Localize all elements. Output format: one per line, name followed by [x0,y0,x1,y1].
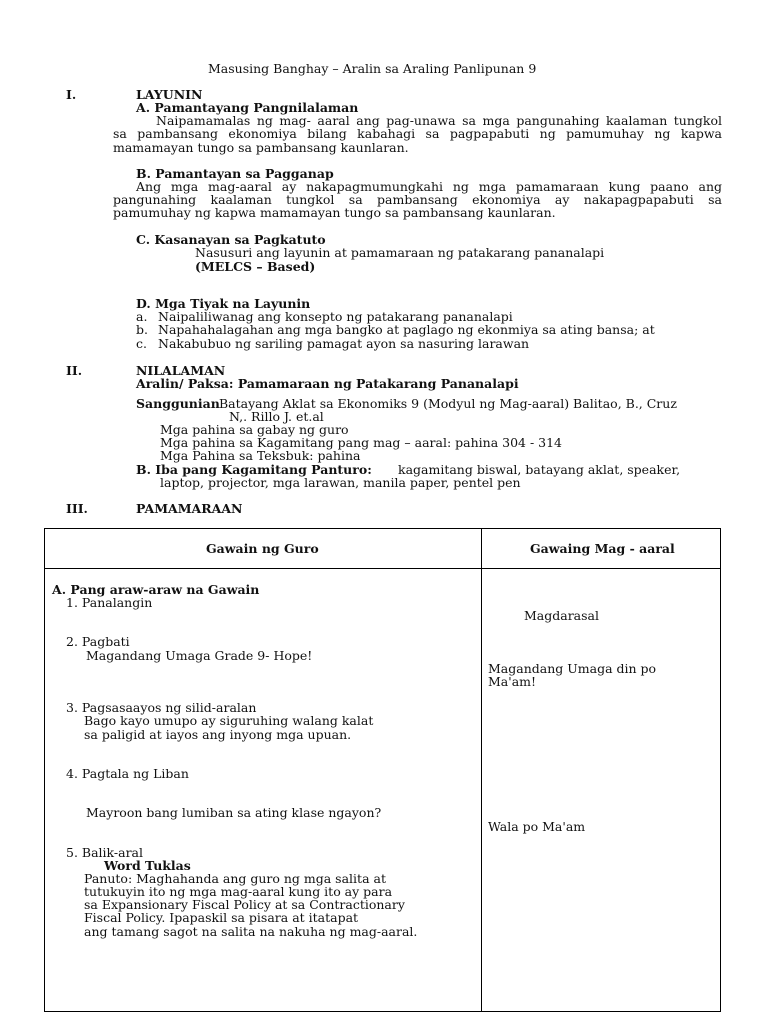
reference-line: Mga Pahina sa Teksbuk: pahina [160,448,361,463]
sanggunian-text: Batayang Aklat sa Ekonomiks 9 (Modyul ng Mag-aaral) Balitao, B., Cruz [219,396,677,411]
table-header-divider [44,568,721,569]
materials-text: laptop, projector, mga larawan, manila paper, pentel pen [160,475,521,490]
competency-text: Nasusuri ang layunin at pamamaraan ng patakarang pananalapi [195,245,605,260]
materials-text: kagamitang biswal, batayang aklat, speaker, [398,462,681,477]
student-response: Magdarasal [524,608,599,623]
objective-marker: a. [136,309,148,324]
activity-text: Magandang Umaga Grade 9- Hope! [86,648,313,663]
table-section-a: A. Pang araw-araw na Gawain [52,582,260,597]
section-heading-layunin: LAYUNIN [136,87,203,102]
activity-item: 4. Pagtala ng Liban [66,766,189,781]
subheading-pamantayang-pangnilalaman: A. Pamantayang Pangnilalaman [136,100,359,115]
activity-text: Mayroon bang lumiban sa ating klase ngayon? [86,805,382,820]
header-gawaing-mag-aaral: Gawaing Mag - aaral [530,541,675,556]
activity-item: 2. Pagbati [66,634,130,649]
sanggunian-label: Sanggunian [136,396,220,411]
activity-item: 5. Balik-aral [66,845,143,860]
section-heading-pamamaraan: PAMAMARAAN [136,501,243,516]
header-gawain-ng-guro: Gawain ng Guro [206,541,319,556]
section-number-2: II. [66,363,83,378]
paragraph-line: Naipamamalas ng mag- aaral ang pag-unawa sa mga pangunahing kaalaman tungkol [156,113,722,128]
activity-text: sa paligid at iayos ang inyong mga upuan. [84,727,352,742]
subheading-pamantayan-sa-pagganap: B. Pamantayan sa Pagganap [136,166,334,181]
student-response: Magandang Umaga din po [488,661,657,676]
activity-text: ang tamang sagot na salita na nakuha ng mag-aaral. [84,924,418,939]
paragraph-line: pamumuhay ng kapwa mamamayan tungo sa pambansang kaunlaran. [113,205,556,220]
subheading-kasanayan-sa-pagkatuto: C. Kasanayan sa Pagkatuto [136,232,326,247]
section-heading-nilalaman: NILALAMAN [136,363,226,378]
paragraph-line: Ang mga mag-aaral ay nakapagmumungkahi ng mga pamamaraan kung paano ang [136,179,722,194]
activity-item: 1. Panalangin [66,595,153,610]
section-number-3: III. [66,501,88,516]
activity-text: Bago kayo umupo ay siguruhing walang kalat [84,713,374,728]
activity-text: tutukuyin ito ng mga mag-aaral kung ito ay para [84,884,393,899]
paragraph-line: pangunahing kaalaman tungkol sa pambansang ekonomiya ay nakapagpapabuti sa [113,192,722,207]
table-column-divider [481,528,482,1012]
activity-text: sa Expansionary Fiscal Policy at sa Contractionary [84,897,405,912]
aralin-paksa: Aralin/ Paksa: Pamamaraan ng Patakarang Pananalapi [136,376,519,391]
objective-marker: c. [136,336,147,351]
objective-text: Napahahalagahan ang mga bangko at paglago ng ekonmiya sa ating bansa; at [158,322,655,337]
activity-text: Panuto: Maghahanda ang guro ng mga salita at [84,871,386,886]
sanggunian-text: N,. Rillo J. et.al [229,409,324,424]
reference-line: Mga pahina sa gabay ng guro [160,422,349,437]
subheading-mga-tiyak-na-layunin: D. Mga Tiyak na Layunin [136,296,311,311]
iba-pang-kagamitan-label: B. Iba pang Kagamitang Panturo: [136,462,372,477]
student-response: Ma'am! [488,674,537,689]
student-response: Wala po Ma'am [488,819,586,834]
objective-marker: b. [136,322,148,337]
page-title: Masusing Banghay – Aralin sa Araling Panlipunan 9 [208,61,537,76]
melcs-label: (MELCS – Based) [195,259,316,274]
activity-item: 3. Pagsasaayos ng silid-aralan [66,700,257,715]
paragraph-line: sa pambansang ekonomiya bilang kabahagi sa pagpapabuti ng pamumuhay ng kapwa [113,126,722,141]
paragraph-line: mamamayan tungo sa pambansang kaunlaran. [113,140,409,155]
activity-subtitle: Word Tuklas [104,858,191,873]
section-number-1: I. [66,87,77,102]
objective-text: Nakabubuo ng sariling pamagat ayon sa nasuring larawan [158,336,530,351]
objective-text: Naipaliliwanag ang konsepto ng patakarang pananalapi [158,309,513,324]
reference-line: Mga pahina sa Kagamitang pang mag – aaral: pahina 304 - 314 [160,435,563,450]
activity-text: Fiscal Policy. Ipapaskil sa pisara at itatapat [84,910,359,925]
